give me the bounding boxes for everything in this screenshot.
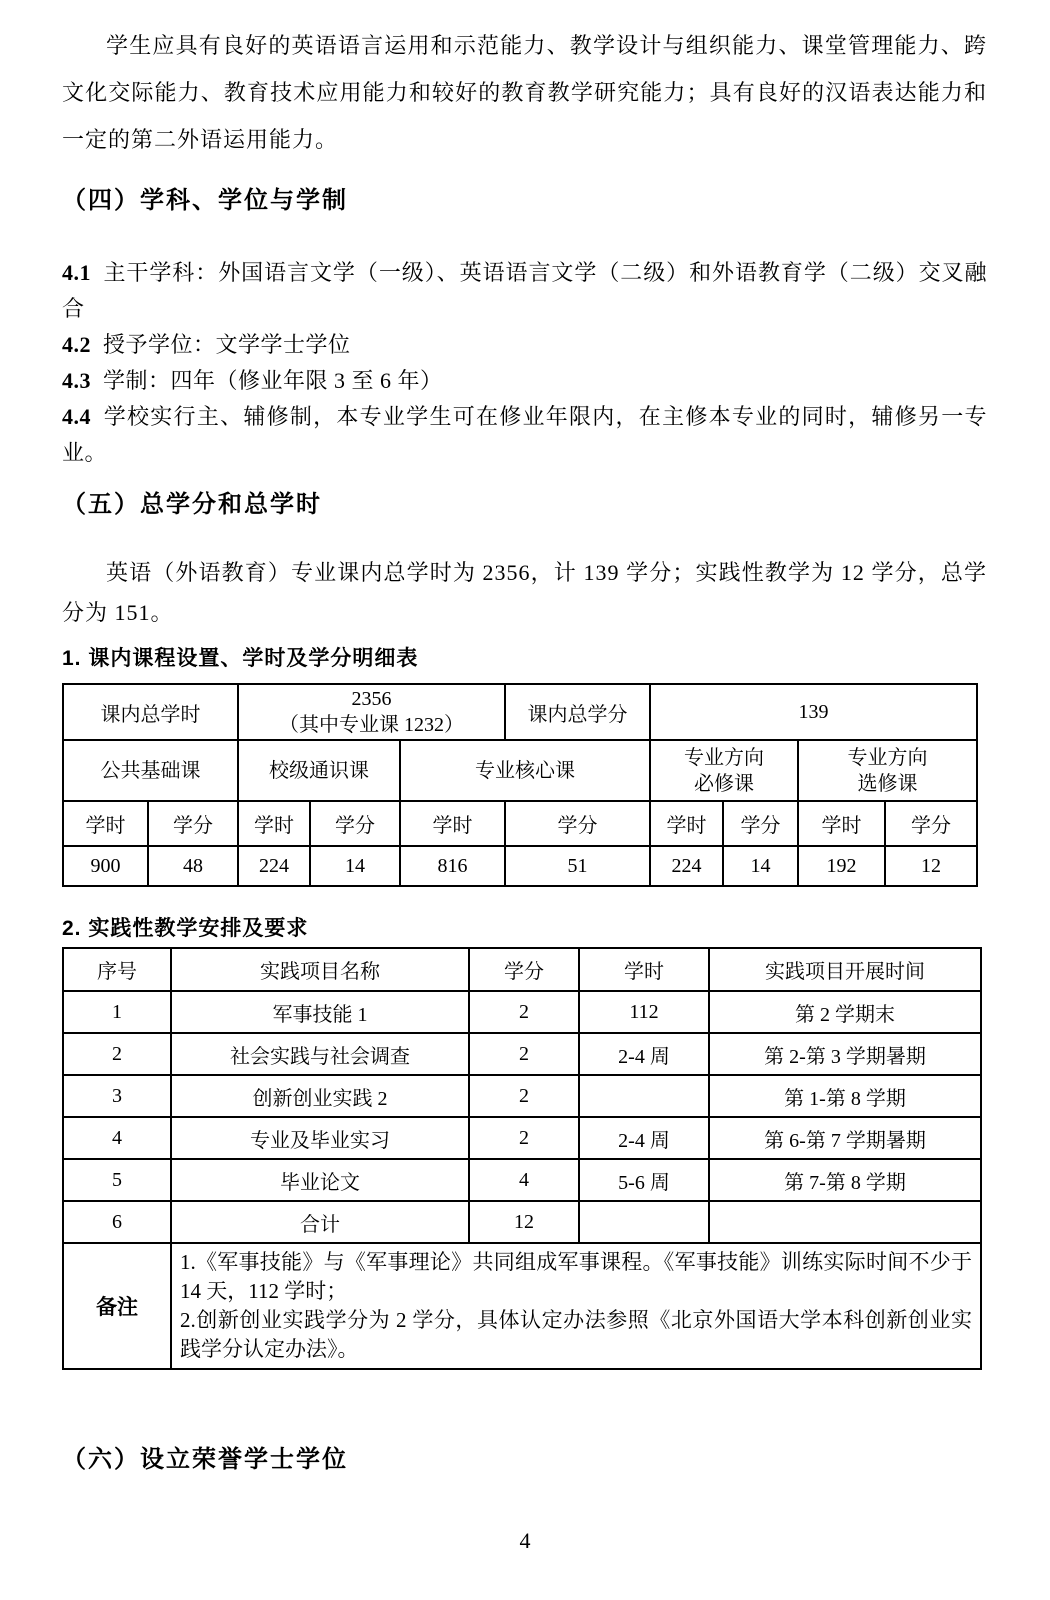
- table-2-title: 2. 实践性教学安排及要求: [62, 917, 309, 940]
- item-text: 学校实行主、辅修制，本专业学生可在修业年限内，在主修本专业的同时，辅修另一专业。: [62, 404, 987, 465]
- project-name-cell: 军事技能 1: [171, 991, 469, 1033]
- category-cell: [238, 740, 400, 801]
- category-cell: [650, 740, 798, 801]
- category-label: 公共基础课: [100, 759, 201, 782]
- table-row: [63, 684, 977, 740]
- credits-cell: 2: [469, 1033, 579, 1075]
- schedule-cell: 第 6-第 7 学期暑期: [709, 1117, 981, 1159]
- item-text: 学制：四年（修业年限 3 至 6 年）: [103, 368, 443, 393]
- project-name-cell: 毕业论文: [171, 1159, 469, 1201]
- note-row: [63, 1243, 981, 1369]
- section-5-paragraph: 英语（外语教育）专业课内总学时为 2356，计 139 学分；实践性教学为 12 学分，总学分为 151。: [62, 560, 987, 625]
- table-row: [63, 1117, 981, 1159]
- list-item-4-3: [62, 363, 987, 399]
- category-label: 专业核心课: [475, 759, 576, 782]
- subheader-cell: 学时: [400, 801, 505, 846]
- course-hours-credits-table: [62, 683, 978, 887]
- value-cell: 14: [310, 846, 400, 886]
- item-text: 主干学科：外国语言文学（一级）、英语语言文学（二级）和外语教育学（二级）交叉融合: [62, 260, 987, 321]
- header-cell: 学时: [579, 948, 709, 991]
- hours-cell: [579, 1075, 709, 1117]
- practical-teaching-table: [62, 947, 982, 1370]
- page-number: 4: [519, 1528, 531, 1553]
- header-cell: 实践项目开展时间: [709, 948, 981, 991]
- value-cell: 224: [650, 846, 723, 886]
- section-heading-6: （六）设立荣誉学士学位: [62, 1446, 348, 1473]
- seq-cell: 5: [63, 1159, 171, 1201]
- total-hours-value: 2356: [351, 688, 392, 710]
- project-name-cell: 合计: [171, 1201, 469, 1243]
- table-row: [63, 801, 977, 846]
- seq-cell: 1: [63, 991, 171, 1033]
- subheader-cell: 学时: [650, 801, 723, 846]
- total-hours-value-cell: [238, 684, 505, 740]
- header-cell: 实践项目名称: [171, 948, 469, 991]
- item-number: 4.1: [62, 260, 91, 285]
- project-name-cell: 创新创业实践 2: [171, 1075, 469, 1117]
- header-cell: 序号: [63, 948, 171, 991]
- table-row: [63, 1075, 981, 1117]
- project-name-cell: 专业及毕业实习: [171, 1117, 469, 1159]
- category-cell: [400, 740, 650, 801]
- seq-cell: 6: [63, 1201, 171, 1243]
- note-line-1: 1.《军事技能》与《军事理论》共同组成军事课程。《军事技能》训练实际时间不少于 14 天，112 学时；: [180, 1250, 972, 1303]
- subheader-cell: 学时: [238, 801, 310, 846]
- section-4-items: [62, 255, 987, 471]
- subheader-cell: 学时: [63, 801, 148, 846]
- schedule-cell: 第 1-第 8 学期: [709, 1075, 981, 1117]
- table-row: [63, 1159, 981, 1201]
- category-cell: [63, 740, 238, 801]
- item-number: 4.4: [62, 404, 91, 429]
- schedule-cell: 第 2 学期末: [709, 991, 981, 1033]
- subheader-cell: 学时: [798, 801, 885, 846]
- credits-cell: 12: [469, 1201, 579, 1243]
- hours-cell: 2-4 周: [579, 1033, 709, 1075]
- item-number: 4.3: [62, 368, 91, 393]
- table-row: [63, 846, 977, 886]
- seq-cell: 2: [63, 1033, 171, 1075]
- category-label-line2: 选修课: [857, 772, 918, 795]
- hours-cell: [579, 1201, 709, 1243]
- category-cell: [798, 740, 977, 801]
- credits-cell: 2: [469, 1117, 579, 1159]
- seq-cell: 3: [63, 1075, 171, 1117]
- subheader-cell: 学分: [723, 801, 798, 846]
- subheader-cell: 学分: [885, 801, 977, 846]
- category-label: 校级通识课: [269, 759, 369, 782]
- schedule-cell: 第 2-第 3 学期暑期: [709, 1033, 981, 1075]
- table-row: [63, 991, 981, 1033]
- value-cell: 816: [400, 846, 505, 886]
- hours-cell: 5-6 周: [579, 1159, 709, 1201]
- list-item-4-1: [62, 255, 987, 327]
- category-label: 专业方向: [684, 746, 765, 769]
- value-cell: 900: [63, 846, 148, 886]
- total-hours-label-cell: 课内总学时: [63, 684, 238, 740]
- header-cell: 学分: [469, 948, 579, 991]
- value-cell: 224: [238, 846, 310, 886]
- item-text: 授予学位：文学学士学位: [103, 332, 351, 357]
- value-cell: 192: [798, 846, 885, 886]
- value-cell: 48: [148, 846, 238, 886]
- list-item-4-4: [62, 399, 987, 471]
- total-credits-value-cell: 139: [650, 684, 977, 740]
- note-content-cell: [171, 1243, 981, 1369]
- value-cell: 51: [505, 846, 650, 886]
- seq-cell: 4: [63, 1117, 171, 1159]
- project-name-cell: 社会实践与社会调查: [171, 1033, 469, 1075]
- note-line-2: 2.创新创业实践学分为 2 学分，具体认定办法参照《北京外国语大学本科创新创业实践学分认定办法》。: [180, 1308, 972, 1361]
- subheader-cell: 学分: [148, 801, 238, 846]
- credits-cell: 2: [469, 991, 579, 1033]
- table-header-row: [63, 948, 981, 991]
- list-item-4-2: [62, 327, 987, 363]
- subheader-cell: 学分: [505, 801, 650, 846]
- schedule-cell: 第 7-第 8 学期: [709, 1159, 981, 1201]
- subheader-cell: 学分: [310, 801, 400, 846]
- schedule-cell: [709, 1201, 981, 1243]
- credits-cell: 2: [469, 1075, 579, 1117]
- total-hours-detail: （其中专业课 1232）: [279, 714, 465, 736]
- hours-cell: 2-4 周: [579, 1117, 709, 1159]
- section-heading-5: （五）总学分和总学时: [62, 491, 322, 518]
- section-heading-4: （四）学科、学位与学制: [62, 187, 348, 214]
- total-credits-label-cell: 课内总学分: [505, 684, 650, 740]
- category-label-line2: 必修课: [694, 772, 755, 795]
- value-cell: 14: [723, 846, 798, 886]
- table-row: [63, 1201, 981, 1243]
- value-cell: 12: [885, 846, 977, 886]
- item-number: 4.2: [62, 332, 91, 357]
- intro-paragraph: 学生应具有良好的英语语言运用和示范能力、教学设计与组织能力、课堂管理能力、跨文化交际能力、教育技术应用能力和较好的教育教学研究能力；具有良好的汉语表达能力和一定的第二外语运用能力。: [62, 33, 987, 152]
- category-label: 专业方向: [847, 746, 928, 769]
- note-label-cell: 备注: [63, 1243, 171, 1369]
- credits-cell: 4: [469, 1159, 579, 1201]
- table-row: [63, 740, 977, 801]
- table-row: [63, 1033, 981, 1075]
- table-1-title: 1. 课内课程设置、学时及学分明细表: [62, 647, 419, 670]
- hours-cell: 112: [579, 991, 709, 1033]
